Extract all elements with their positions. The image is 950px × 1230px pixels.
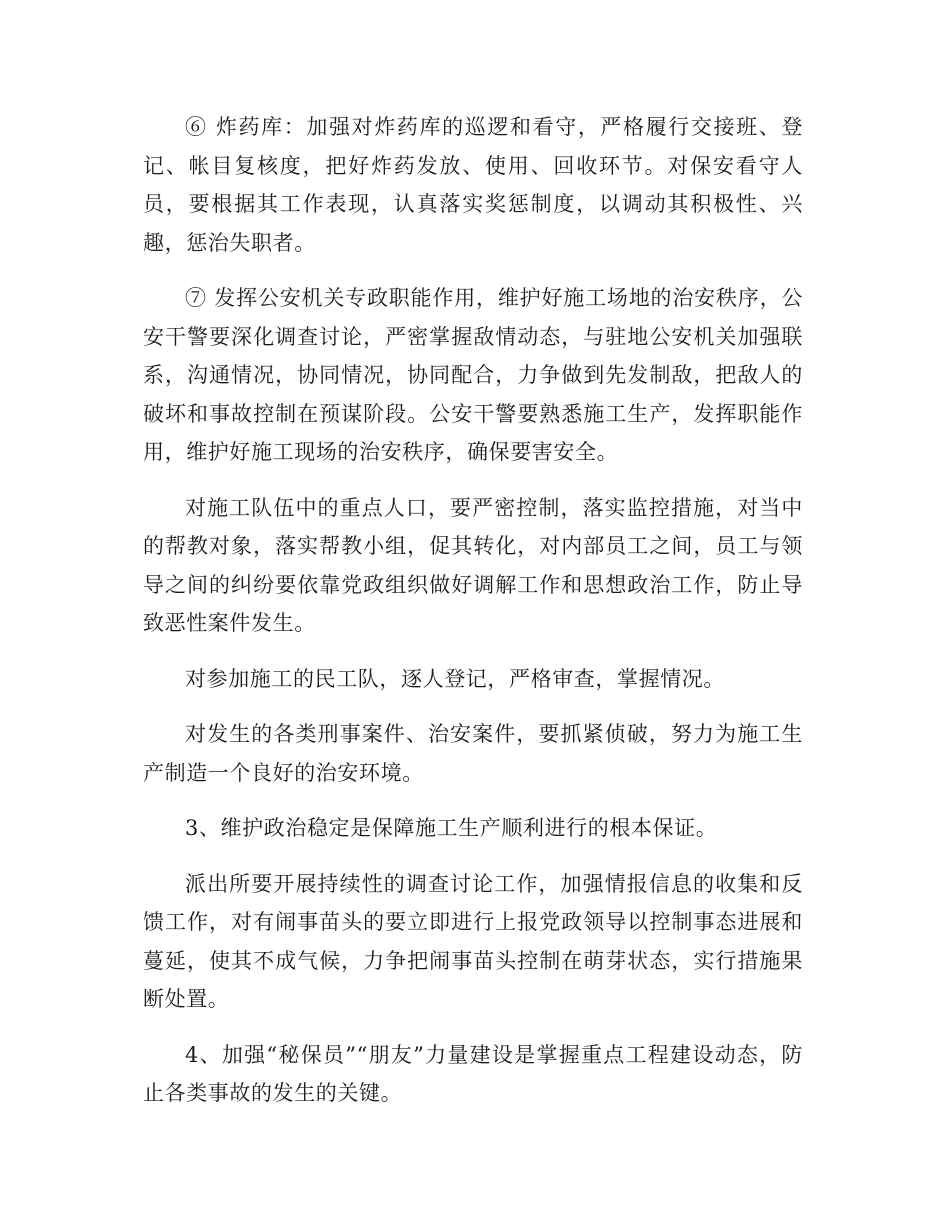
paragraph-public-security-role: ⑦ 发挥公安机关专政职能作用，维护好施工场地的治安秩序，公安干警要深化调查讨论，严密掌握敌情动态，与驻地公安机关加强联系，沟通情况，协同情况，协同配合，力争做到先发制敌，把敌人的破坏和事故控制在预谋阶段。公安干警要熟悉施工生产，发挥职能作用，维护好施工现场的治安秩序，确保要害安全。 bbox=[143, 286, 803, 464]
paragraph-key-population: 对施工队伍中的重点人口，要严密控制，落实监控措施，对当中的帮教对象，落实帮教小组，促其转化，对内部员工之间，员工与领导之间的纠纷要依靠党政组织做好调解工作和思想政治工作，防止导致恶性案件发生。 bbox=[143, 495, 803, 635]
paragraph-police-station-work: 派出所要开展持续性的调查讨论工作，加强情报信息的收集和反馈工作，对有闹事苗头的要立即进行上报党政领导以控制事态进展和蔓延，使其不成气候，力争把闹事苗头控制在萌芽状态，实行措施果断处置。 bbox=[143, 871, 803, 1011]
paragraph-explosives-depot: ⑥ 炸药库：加强对炸药库的巡逻和看守，严格履行交接班、登记、帐目复核度，把好炸药发放、使用、回收环节。对保安看守人员，要根据其工作表现，认真落实奖惩制度，以调动其积极性、兴趣，惩治失职者。 bbox=[143, 115, 803, 255]
paragraph-migrant-workers: 对参加施工的民工队，逐人登记，严格审查，掌握情况。 bbox=[185, 666, 725, 691]
document-body bbox=[143, 108, 803, 1130]
paragraph-criminal-cases: 对发生的各类刑事案件、治安案件，要抓紧侦破，努力为施工生产制造一个良好的治安环境。 bbox=[143, 722, 803, 785]
paragraph-informant-network-heading: 4、加强“秘保员”“朋友”力量建设是掌握重点工程建设动态，防止各类事故的发生的关键。 bbox=[143, 1042, 803, 1105]
paragraph-political-stability-heading: 3、维护政治稳定是保障施工生产顺利进行的根本保证。 bbox=[185, 816, 718, 840]
